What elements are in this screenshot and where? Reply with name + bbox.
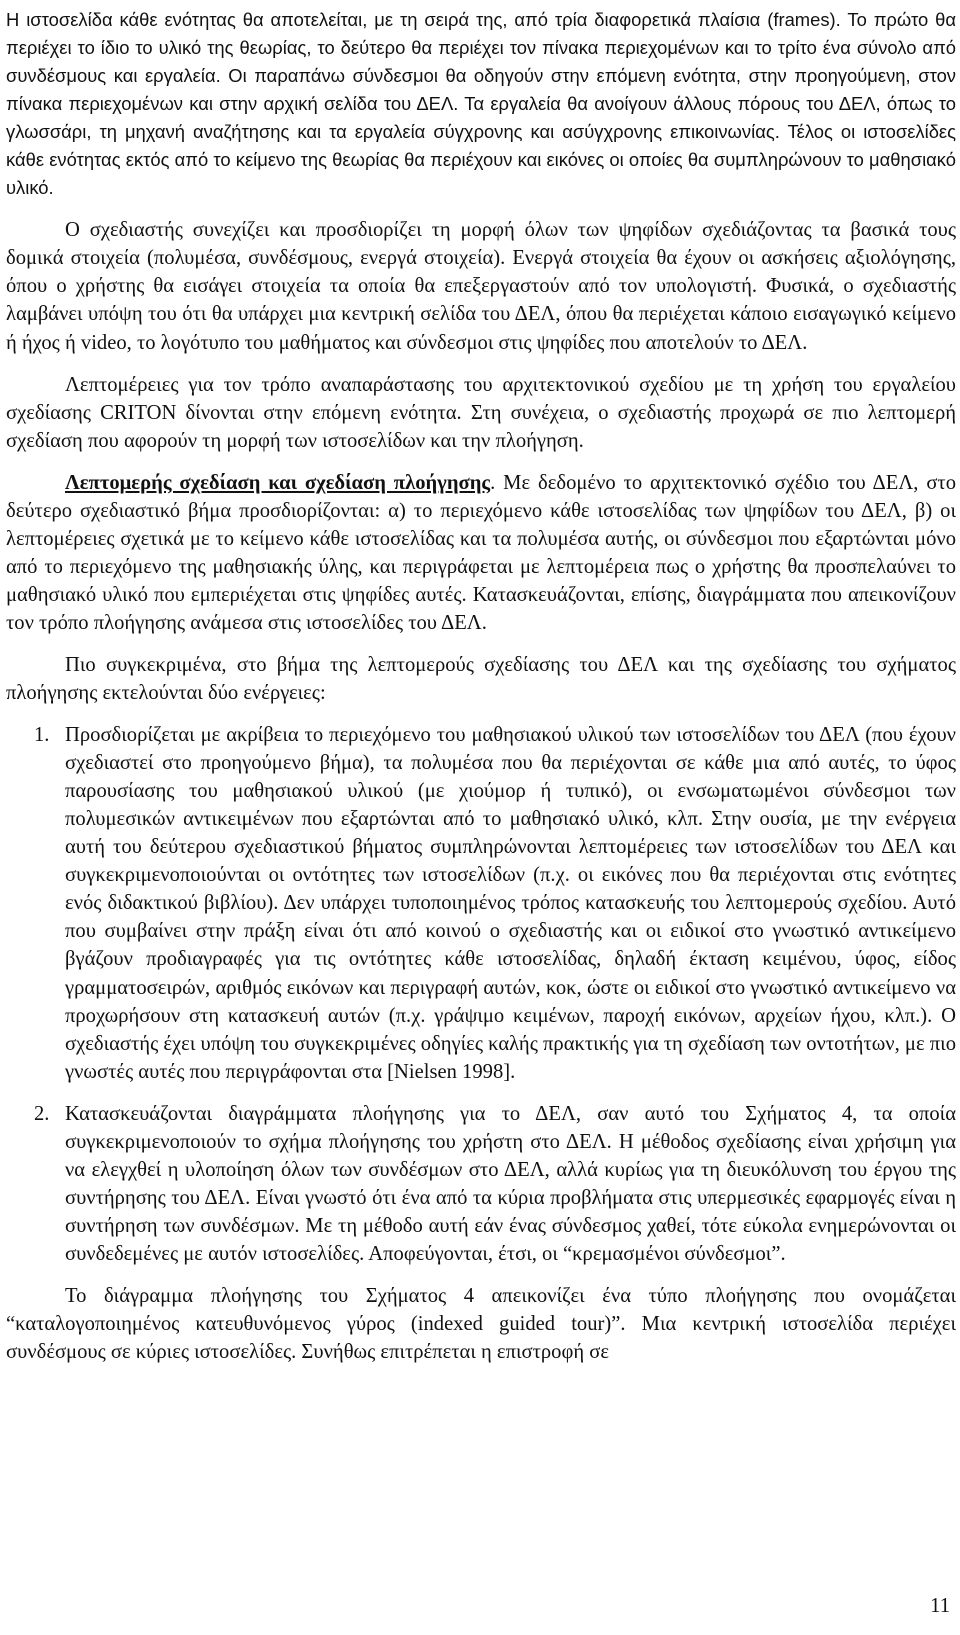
paragraph-closing: Το διάγραμμα πλοήγησης του Σχήματος 4 απεικονίζει ένα τύπο πλοήγησης που ονομάζεται “καταλογοποιημένος κατευθυνόμενος γύρος (indexed guided tour)”. Μια κεντρική ιστοσελίδα περιέχει συνδέσμους σε κύριες ιστοσελίδες. Συνήθως επιτρέπεται η επιστροφή σε — [6, 1284, 956, 1364]
paragraph-list-intro: Πιο συγκεκριμένα, στο βήμα της λεπτομερούς σχεδίασης του ΔΕΛ και της σχεδίασης του σχήματος πλοήγησης εκτελούνται δύο ενέργειες: — [6, 653, 956, 705]
paragraph-detailed-design — [6, 469, 956, 637]
list-item-number: 2. — [34, 1102, 50, 1125]
paragraph-frames: Η ιστοσελίδα κάθε ενότητας θα αποτελείται, με τη σειρά της, από τρία διαφορετικά πλαίσια (frames). Το πρώτο θα περιέχει το ίδιο το υλικό της θεωρίας, το δεύτερο θα περιέχει τον πίνακα περιεχομένων και το τρίτο ένα σύνολο από συνδέσμους και εργαλεία. Οι παραπάνω σύνδεσμοι θα οδηγούν στην επόμενη ενότητα, στην προηγούμενη, στον πίνακα περιεχομένων και στην αρχική σελίδα του ΔΕΛ. Τα εργαλεία θα ανοίγουν άλλους πόρους του ΔΕΛ, όπως το γλωσσάρι, τη μηχανή αναζήτησης και τα εργαλεία σύγχρονης και ασύγχρονης επικοινωνίας. Τέλος οι ιστοσελίδες κάθε ενότητας εκτός από το κείμενο της θεωρίας θα περιέχουν και εικόνες οι οποίες θα συμπληρώνουν το μαθησιακό υλικό. — [6, 9, 956, 199]
paragraph-designer-components: Ο σχεδιαστής συνεχίζει και προσδιορίζει τη μορφή όλων των ψηφίδων σχεδιάζοντας τα βασικά τους δομικά στοιχεία (πολυμέσα, συνδέσμους, ενεργά στοιχεία). Ενεργά στοιχεία θα έχουν οι ασκήσεις αξιολόγησης, όπου ο χρήστης θα εισάγει στοιχεία τα οποία θα επεξεργαστούν από τον υπολογιστή. Φυσικά, ο σχεδιαστής λαμβάνει υπόψη του ότι θα υπάρχει μια κεντρική σελίδα του ΔΕΛ, όπου θα περιέχεται κάποιο εισαγωγικό κείμενο ή ήχος ή video, το λογότυπο του μαθήματος και σύνδεσμοι στις ψηφίδες που αποτελούν το ΔΕΛ. — [6, 219, 956, 354]
actions-list — [6, 721, 956, 1268]
document-page — [6, 6, 956, 1366]
page-number: 11 — [930, 1595, 950, 1617]
list-item — [6, 721, 956, 1086]
list-item-text: Κατασκευάζονται διαγράμματα πλοήγησης για το ΔΕΛ, σαν αυτό του Σχήματος 4, τα οποία συγκεκριμενοποιούν το σχήμα πλοήγησης του χρήστη στο ΔΕΛ. Η μέθοδος σχεδίασης είναι χρήσιμη για να ελεγχθεί η υλοποίηση όλων των συνδέσμων στο ΔΕΛ, αλλά κυρίως για τη διευκόλυνση του έργου της συντήρησης του ΔΕΛ. Είναι γνωστό ότι ένα από τα κύρια προβλήματα στις υπερμεσικές εφαρμογές είναι η συντήρηση των συνδέσμων. Με τη μέθοδο αυτή εάν ένας σύνδεσμος χαθεί, τότε εύκολα ενημερώνονται οι συνδεδεμένες με αυτόν ιστοσελίδες. Αποφεύγονται, έτσι, οι “κρεμασμένοι σύνδεσμοι”. — [65, 1102, 956, 1265]
paragraph-criton: Λεπτομέρειες για τον τρόπο αναπαράστασης του αρχιτεκτονικού σχεδίου με τη χρήση του εργαλείου σχεδίασης CRITON δίνονται στην επόμενη ενότητα. Στη συνέχεια, ο σχεδιαστής προχωρά σε πιο λεπτομερή σχεδίαση που αφορούν τη μορφή των ιστοσελίδων και την πλοήγηση. — [6, 373, 956, 452]
list-item — [6, 1100, 956, 1268]
list-item-text: Προσδιορίζεται με ακρίβεια το περιεχόμενο του μαθησιακού υλικού των ιστοσελίδων του ΔΕΛ (που έχουν σχεδιαστεί στο προηγούμενο βήμα), τα πολυμέσα που θα περιέχονται σε κάθε μια από αυτές, το ύφος παρουσίασης του μαθησιακού υλικού (με χιούμορ ή τυπικό), οι ενσωματωμένοι σύνδεσμοι των πολυμεσικών αντικειμένων που εξαρτώνται από το μαθησιακό υλικό, κλπ. Στην ουσία, με την ενέργεια αυτή του δεύτερου σχεδιαστικού βήματος συμπληρώνονται λεπτομέρειες των ιστοσελίδων του ΔΕΛ και συγκεκριμενοποιούνται οι οντότητες των ιστοσελίδων (π.χ. οι εικόνες που θα περιέχονται στις ενότητες ενός διδακτικού βιβλίου). Δεν υπάρχει τυποποιημένος τρόπος κατασκευής του λεπτομερούς σχεδίου. Αυτό που συμβαίνει στην πράξη είναι ότι από κοινού ο σχεδιαστής και οι ειδικοί στο γνωστικό αντικείμενο βγάζουν προδιαγραφές για τις οντότητες κάθε ιστοσελίδας, δηλαδή έκταση κειμένου, ύφος, είδος γραμματοσειρών, αριθμός εικόνων και περιγραφή αυτών, κοκ, ώστε οι ειδικοί στο γνωστικό αντικείμενο να προχωρήσουν στη κατασκευή αυτών (π.χ. γράψιμο κειμένων, παροχή εικόνων, αρχείων ήχου, κλπ.). Ο σχεδιαστής έχει υπόψη του συγκεκριμένες οδηγίες καλής πρακτικής για τη σχεδίαση των οντοτήτων, με πιο γνωστές αυτές που περιγράφονται στα [Nielsen 1998]. — [65, 724, 956, 1083]
list-item-number: 1. — [34, 724, 50, 747]
section-heading: Λεπτομερής σχεδίαση και σχεδίαση πλοήγησης — [65, 471, 491, 494]
detailed-design-text: . Με δεδομένο το αρχιτεκτονικό σχέδιο του ΔΕΛ, στο δεύτερο σχεδιαστικό βήμα προσδιορίζονται: α) το περιεχόμενο κάθε ιστοσελίδας των ψηφίδων του ΔΕΛ, β) οι λεπτομέρειες σχετικά με το κείμενο κάθε ιστοσελίδας και τα πολυμέσα αυτής, οι σύνδεσμοι που εξαρτώνται μόνο από το περιεχόμενο της μαθησιακής ύλης, και περιγράφεται με λεπτομέρεια πως ο χρήστης θα προσπελαύνει το μαθησιακό υλικό που εμπεριέχεται στις ψηφίδες αυτές. Κατασκευάζονται, επίσης, διαγράμματα που απεικονίζουν τον τρόπο πλοήγησης ανάμεσα στις ιστοσελίδες του ΔΕΛ. — [6, 471, 957, 634]
